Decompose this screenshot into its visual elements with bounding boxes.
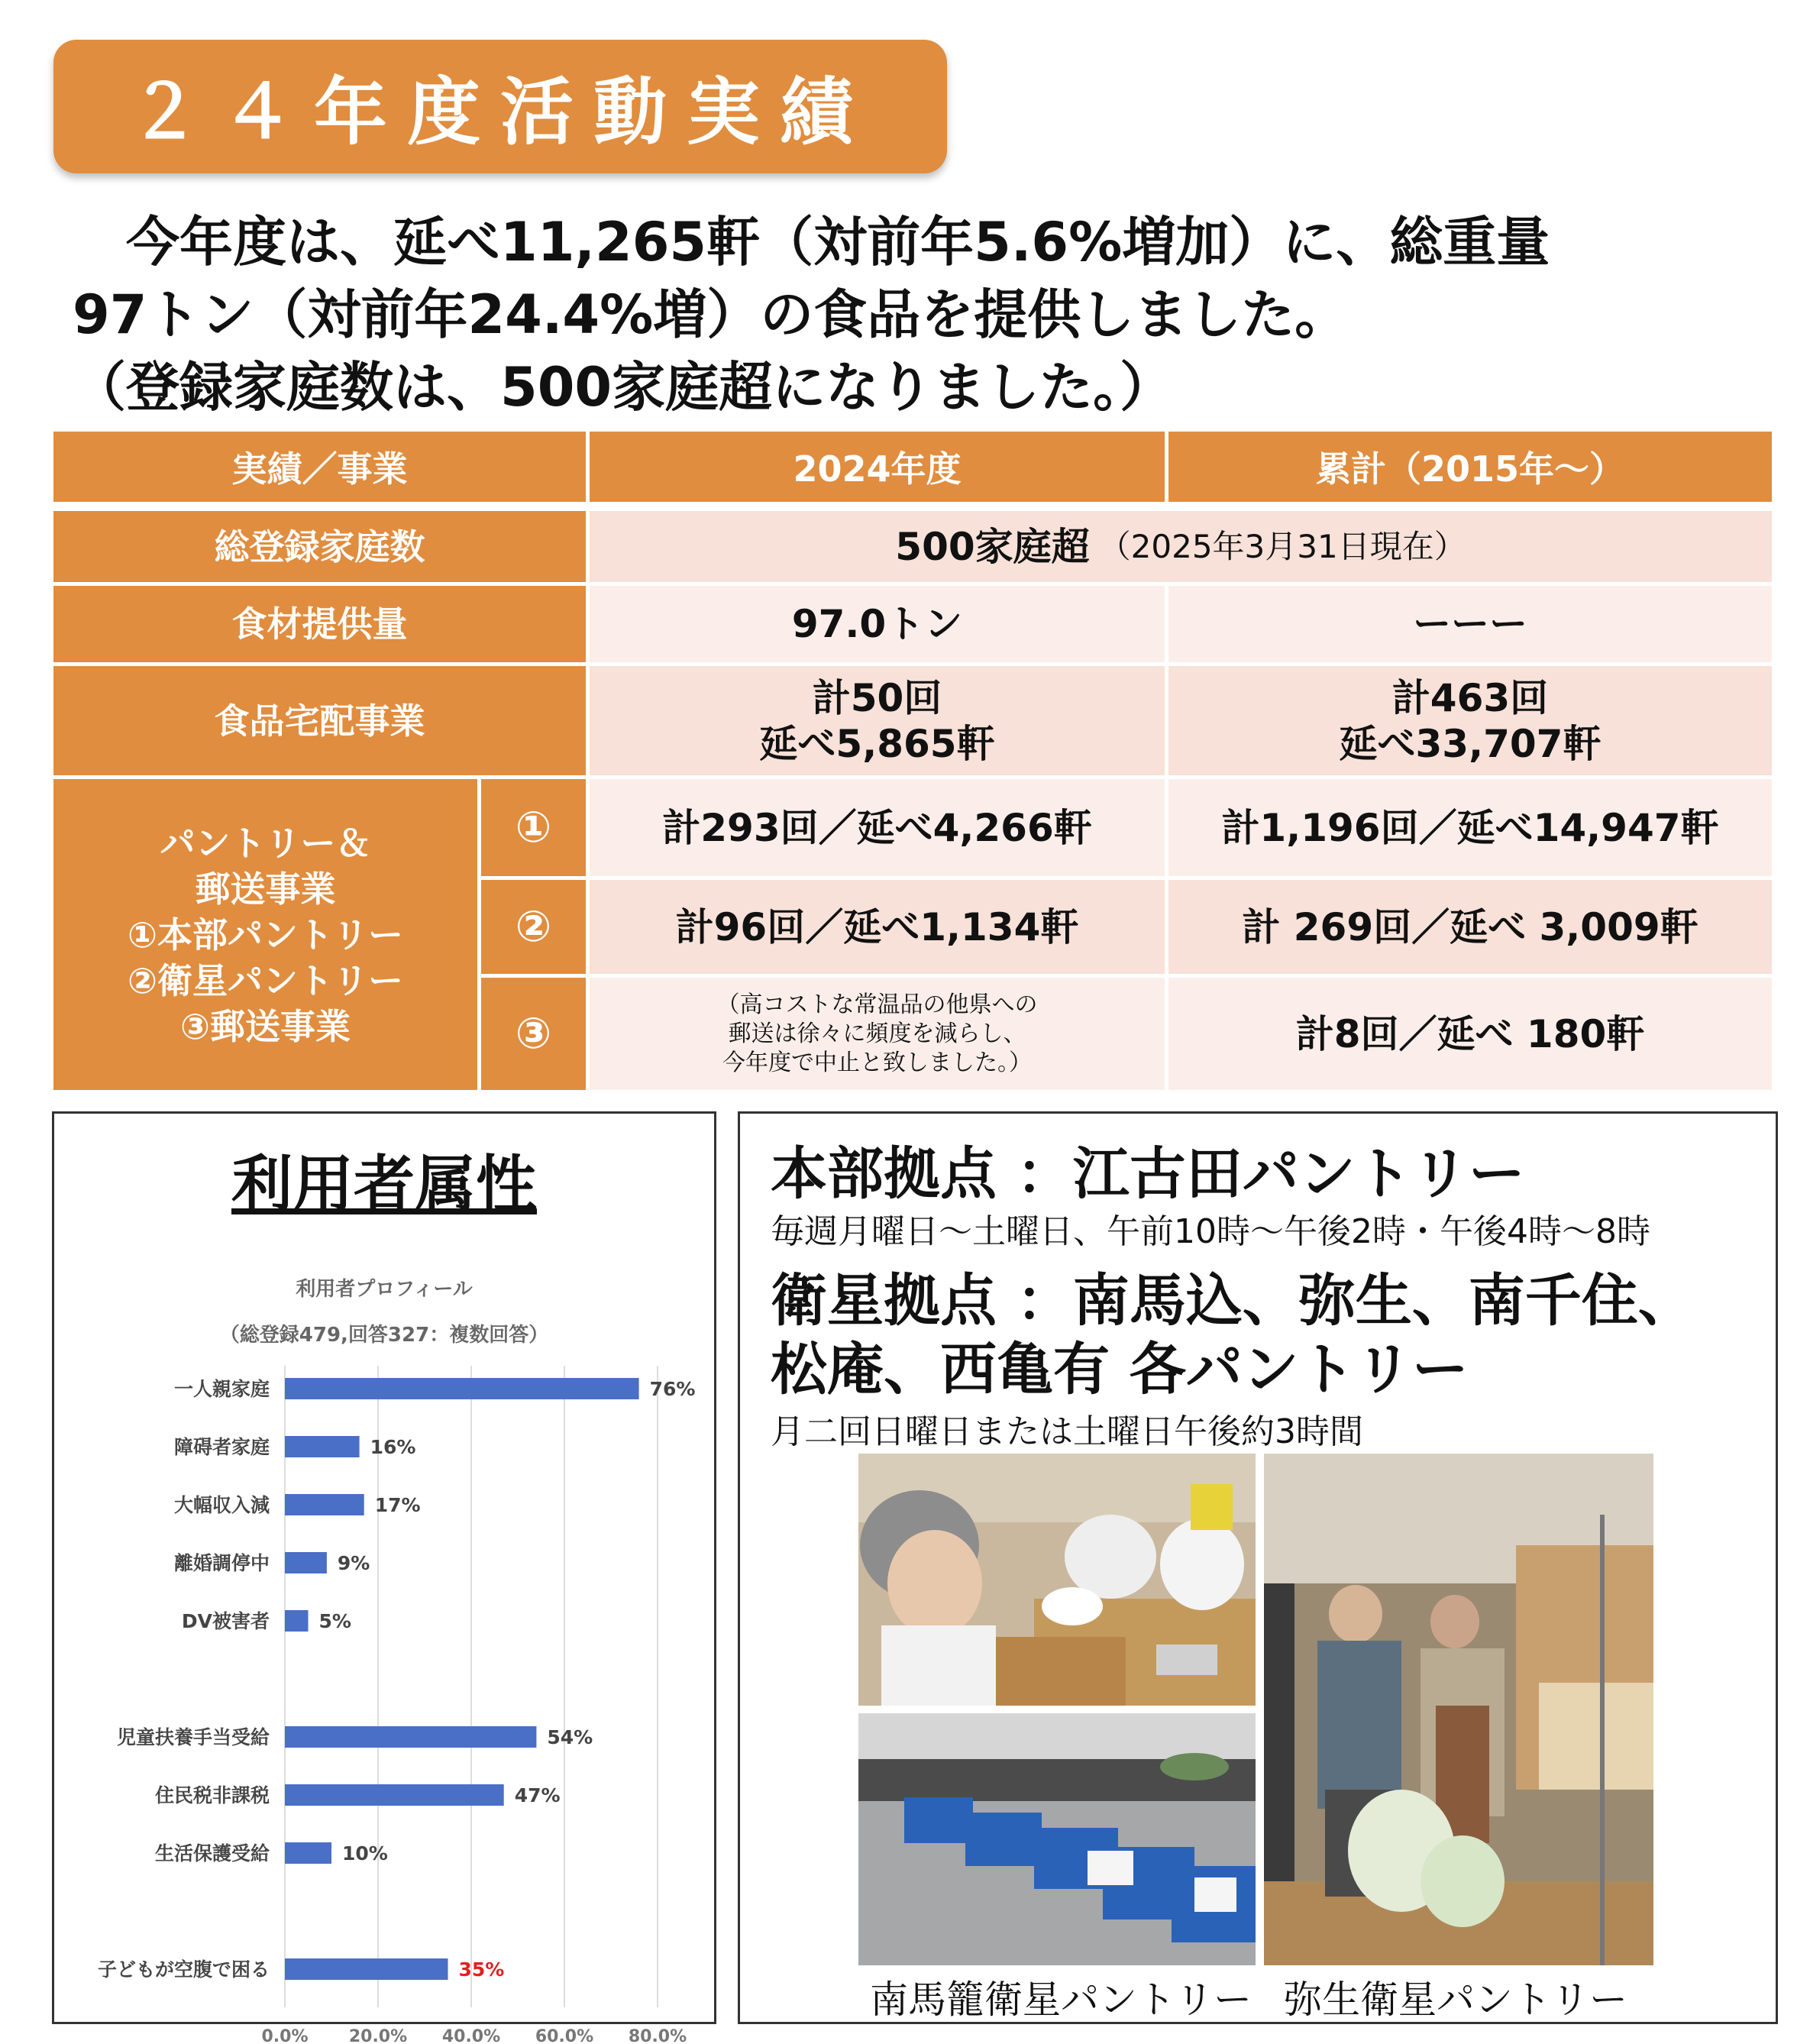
bar xyxy=(285,1436,360,1457)
category-label: 離婚調停中 xyxy=(173,1552,270,1574)
x-tick-label: 60.0% xyxy=(535,2027,594,2044)
intro-line-2: 97トン（対前年24.4%増）の食品を提供しました。 xyxy=(73,283,1349,346)
category-label: 障碍者家庭 xyxy=(173,1436,270,1458)
pantry-label-line: パントリー＆ xyxy=(160,822,371,864)
pantry-label-line: ③郵送事業 xyxy=(180,1005,351,1047)
photo-crates xyxy=(858,1713,1256,1965)
value-label: 5% xyxy=(318,1610,351,1632)
bar xyxy=(285,1494,364,1515)
user-attributes-heading: 利用者属性 xyxy=(231,1149,537,1220)
households-value-cell xyxy=(590,511,1772,582)
row-number-3: ③ xyxy=(481,978,586,1090)
intro-text xyxy=(73,206,1783,424)
category-label: 子どもが空腹で困る xyxy=(97,1958,270,1981)
hq-title: 本部拠点 ：江古田パントリー xyxy=(771,1141,1525,1207)
value-label: 17% xyxy=(374,1494,421,1516)
value-label: 9% xyxy=(337,1552,370,1574)
mail-note-line: （高コストな常温品の他県への xyxy=(716,991,1038,1018)
pantry-label-line: 郵送事業 xyxy=(195,868,336,910)
pantry-satellite-total: 計 269回／延べ 3,009軒 xyxy=(1168,880,1772,974)
food-total: ーーー xyxy=(1168,586,1772,662)
x-tick-label: 20.0% xyxy=(348,2027,408,2044)
bar xyxy=(285,1958,448,1980)
chart-title: 利用者プロフィール xyxy=(296,1278,473,1301)
pantry-hq-2024: 計293回／延べ4,266軒 xyxy=(590,779,1165,876)
category-label: DV被害者 xyxy=(181,1610,270,1632)
category-label: 生活保護受給 xyxy=(154,1842,270,1865)
pantry-label-line: ①本部パントリー xyxy=(128,914,403,956)
mail-note-line: 郵送は徐々に頻度を減らし、 xyxy=(728,1020,1026,1047)
mail-total: 計8回／延べ 180軒 xyxy=(1168,978,1772,1090)
row-label-food: 食材提供量 xyxy=(53,586,586,662)
satellite-title-line-2: 松庵、西亀有 各パントリー xyxy=(771,1337,1469,1402)
value-label: 35% xyxy=(458,1958,505,1981)
x-tick-label: 40.0% xyxy=(441,2027,501,2044)
photo-volunteer-packing-image xyxy=(858,1454,1256,1706)
delivery-2024 xyxy=(590,666,1165,775)
mail-note-line: 今年度で中止と致しました。） xyxy=(722,1049,1032,1076)
x-tick-label: 80.0% xyxy=(628,2027,687,2044)
page-title: ２４年度活動実績 xyxy=(128,70,873,155)
delivery-2024-count: 計50回 xyxy=(812,675,942,720)
x-tick-label: 0.0% xyxy=(261,2027,309,2044)
intro-line-3: （登録家庭数は、500家庭超になりました。） xyxy=(73,356,1174,419)
value-label: 76% xyxy=(649,1378,696,1400)
value-label: 47% xyxy=(514,1784,561,1806)
satellite-title-line-1: 衛星拠点 ：南馬込、弥生、南千住、 xyxy=(771,1268,1695,1334)
bar xyxy=(285,1610,309,1632)
pantry-satellite-2024: 計96回／延べ1,134軒 xyxy=(590,880,1165,974)
category-label: 児童扶養手当受給 xyxy=(116,1726,270,1748)
value-label: 10% xyxy=(342,1842,388,1865)
value-label: 16% xyxy=(370,1436,416,1458)
chart-subtitle: （総登録479,回答327：複数回答） xyxy=(219,1324,549,1347)
header-category: 実績／事業 xyxy=(53,432,586,502)
row-label-delivery: 食品宅配事業 xyxy=(53,666,586,775)
results-table xyxy=(53,432,1772,1090)
photo-storeroom-image xyxy=(1264,1454,1653,1965)
food-2024: 97.0トン xyxy=(590,586,1165,662)
satellite-hours: 月二回日曜日または土曜日午後約3時間 xyxy=(771,1412,1363,1451)
satellite-title xyxy=(771,1266,1695,1404)
caption-minamimagome: 南馬籠衛星パントリー xyxy=(870,1978,1252,2022)
bar xyxy=(285,1842,331,1864)
locations-panel xyxy=(738,1111,1778,2024)
pantry-label-line: ②衛星パントリー xyxy=(128,959,403,1001)
photo-volunteer-packing xyxy=(858,1454,1256,1706)
row-number-1: ① xyxy=(481,779,586,876)
row-number-2: ② xyxy=(481,880,586,974)
row-label-pantry xyxy=(53,779,477,1090)
title-banner xyxy=(53,40,947,173)
households-value: 500家庭超 xyxy=(895,524,1090,569)
category-label: 大幅収入減 xyxy=(173,1494,270,1516)
user-profile-chart xyxy=(54,1205,714,2044)
hq-hours: 毎週月曜日～土曜日、午前10時～午後2時・午後4時～8時 xyxy=(771,1212,1650,1251)
caption-yayoi: 弥生衛星パントリー xyxy=(1284,1978,1627,2022)
value-label: 54% xyxy=(547,1726,593,1748)
row-label-households: 総登録家庭数 xyxy=(53,511,586,582)
category-label: 住民税非課税 xyxy=(154,1784,270,1806)
photo-crates-image xyxy=(858,1713,1256,1965)
intro-line-1: 今年度は、延べ11,265軒（対前年5.6%増加）に、総重量 xyxy=(73,211,1550,273)
category-label: 一人親家庭 xyxy=(173,1378,270,1400)
mail-2024 xyxy=(590,978,1165,1090)
delivery-total-households: 延べ33,707軒 xyxy=(1339,721,1602,766)
delivery-total xyxy=(1168,666,1772,775)
header-2024: 2024年度 xyxy=(590,432,1165,502)
delivery-total-count: 計463回 xyxy=(1391,675,1549,720)
header-total: 累計（2015年～） xyxy=(1168,432,1772,502)
photo-storeroom xyxy=(1264,1454,1653,1965)
households-note: （2025年3月31日現在） xyxy=(1098,527,1466,565)
bar xyxy=(285,1726,536,1748)
pantry-hq-total: 計1,196回／延べ14,947軒 xyxy=(1168,779,1772,876)
bar xyxy=(285,1552,327,1573)
bar xyxy=(285,1378,639,1399)
bar xyxy=(285,1784,504,1806)
user-attributes-panel xyxy=(52,1111,716,2044)
delivery-2024-households: 延べ5,865軒 xyxy=(759,721,995,766)
